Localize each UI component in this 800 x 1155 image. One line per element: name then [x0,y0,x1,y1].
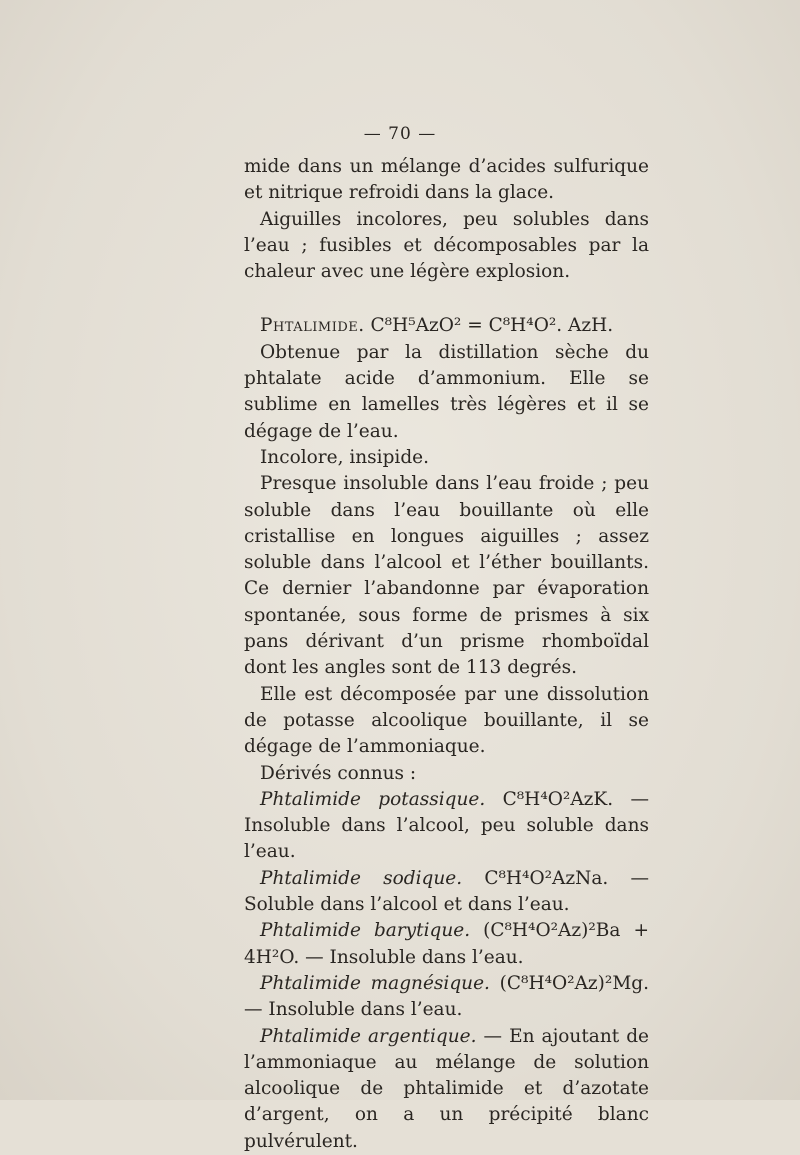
paragraph-decomposition: Elle est décomposée par une dissolution de potasse alcoolique bouillante, il se dégage de l’ammoniaque. [244,683,649,758]
derivative-text: (C⁸H⁴O²Az)²Ba + 4H²O. — Insoluble dans l’eau. [244,920,649,968]
derivative-text: (C⁸H⁴O²Az)²Mg. — Insoluble dans l’eau. [244,972,649,1021]
derivatives-heading: Dérivés connus : [260,762,417,784]
compound-name: Phtalimide. [260,315,365,337]
derivative-entry [244,787,649,866]
derivative-name: Phtalimide barytique. [260,920,471,942]
paragraph-continuation: mide dans un mélange d’acides sulfurique et nitrique refroidi dans la glace. [244,156,649,204]
derivative-text: C⁸H⁴O²AzNa. — Soluble dans l’alcool et dans l’eau. [244,867,649,916]
compound-heading [244,313,649,339]
derivative-name: Phtalimide potassique. [260,788,486,810]
paragraph-solubility: Presque insoluble dans l’eau froide ; peu soluble dans l’eau bouillante où elle cristallise en longues aiguilles ; assez soluble dans l’alcool et l’éther bouillants. Ce dernier l’abandonne par évaporation spontanée, sous forme de prismes à six pans dérivant d’un prisme rhomboïdal dont les angles sont de 113 degrés. [244,473,649,679]
derivative-name: Phtalimide argentique. [260,1025,477,1047]
derivative-entry [244,1024,649,1155]
derivative-entry [244,971,649,1024]
body-text [244,154,649,1155]
derivative-name: Phtalimide sodique. [260,867,463,889]
derivative-entry [244,866,649,919]
derivative-text: C⁸H⁴O²AzK. — Insoluble dans l’alcool, peu soluble dans l’eau. [244,788,649,863]
derivative-entry [244,918,649,971]
paragraph-properties: Aiguilles incolores, peu solubles dans l’eau ; fusibles et décomposables par la chaleur avec une légère explosion. [244,208,649,283]
paragraph-appearance: Incolore, insipide. [260,446,430,468]
paragraph-preparation: Obtenue par la distillation sèche du phtalate acide d’ammonium. Elle se sublime en lamelles très légères et il se dégage de l’eau. [244,341,649,442]
derivative-text: — En ajoutant de l’ammoniaque au mélange de solution alcoolique de phtalimide et d’azotate d’argent, on a un précipité blanc pulvérulent. [244,1025,649,1152]
derivative-name: Phtalimide magnésique. [260,972,490,994]
page-number: — 70 — [363,124,437,144]
compound-formula: C⁸H⁵AzO² = C⁸H⁴O². AzH. [364,315,614,337]
